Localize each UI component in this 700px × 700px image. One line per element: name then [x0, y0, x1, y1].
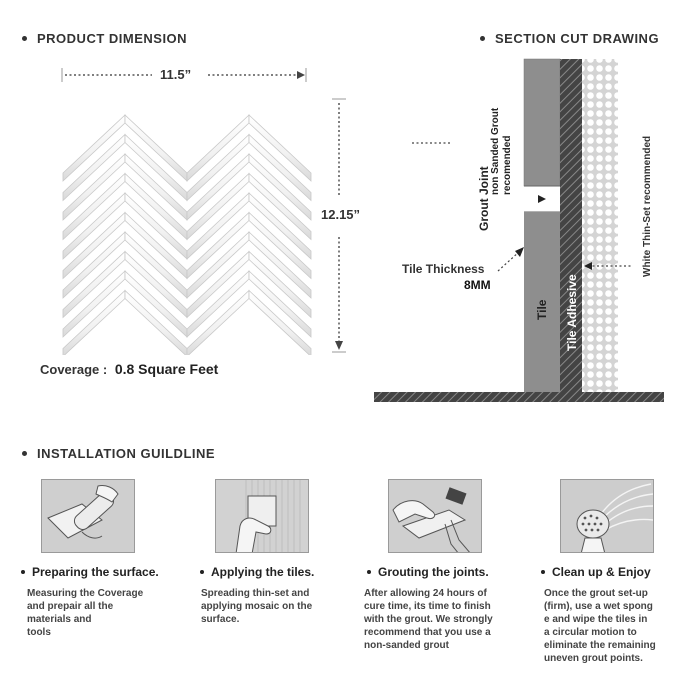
step-2-desc-line: applying mosaic on the — [201, 601, 313, 612]
step-4-desc-line: Once the grout set-up — [544, 588, 648, 599]
step-3-desc-line: cure time, its time to finish — [364, 601, 491, 612]
step-1-desc-line: materials and — [27, 614, 92, 625]
step-3-title — [367, 565, 489, 579]
bullet-icon — [200, 570, 204, 574]
step-3-desc-line: After allowing 24 hours of — [364, 588, 487, 599]
step-3-desc-line: non-sanded grout — [364, 640, 449, 651]
bullet-icon — [22, 451, 27, 456]
step-3-image — [388, 479, 482, 553]
section-cut-heading-text: SECTION CUT DRAWING — [495, 31, 660, 46]
step-2-desc-line: surface. — [201, 614, 240, 625]
step-1-desc — [27, 587, 167, 639]
step-2-title-text: Applying the tiles. — [211, 565, 315, 579]
bullet-icon — [367, 570, 371, 574]
tile-label: Tile — [535, 299, 549, 320]
width-label: 11.5” — [160, 67, 192, 82]
thickness-arrow-icon — [515, 247, 524, 257]
bullet-icon — [480, 36, 485, 41]
step-1-desc-line: and prepair all the — [27, 601, 114, 612]
step-4-desc-line: a circular motion to — [544, 627, 637, 638]
step-4-desc — [544, 587, 694, 665]
base-floor — [374, 392, 664, 402]
coverage-value: 0.8 Square Feet — [114, 361, 219, 377]
step-2-desc-line: Spreading thin-set and — [201, 588, 310, 599]
grout-joint-label: Grout Joint — [477, 166, 491, 231]
step-4-image — [560, 479, 654, 553]
bullet-icon — [22, 36, 27, 41]
bullet-icon — [21, 570, 25, 574]
step-2-title — [200, 565, 314, 579]
step-4-desc-line: e and wipe the tiles in — [544, 614, 648, 625]
step-4-desc-line: uneven grout points. — [544, 653, 643, 664]
upper-tile — [524, 59, 560, 186]
step-1-title-text: Preparing the surface. — [32, 565, 159, 579]
product-dimension-heading — [22, 31, 187, 46]
installation-heading-text: INSTALLATION GUILDLINE — [37, 446, 216, 461]
step-1-desc-line: Measuring the Coverage — [27, 588, 144, 599]
thinset-note-label: White Thin-Set recommended — [642, 135, 653, 277]
step-1-title — [21, 565, 159, 579]
step-1-image — [41, 479, 135, 553]
bullet-icon — [541, 570, 545, 574]
herringbone-tile-sheet — [55, 95, 315, 355]
step-4-desc-line: (firm), use a wet spong — [544, 601, 653, 612]
height-dimension-line — [330, 97, 350, 355]
tile-adhesive-label: Tile Adhesive — [565, 274, 579, 351]
section-cut-heading — [480, 31, 659, 46]
step-2-image — [215, 479, 309, 553]
product-dimension-heading-text: PRODUCT DIMENSION — [37, 31, 188, 46]
thinset-layer — [582, 59, 618, 392]
step-3-desc-line: with the grout. We strongly — [364, 614, 493, 625]
coverage-label: Coverage : — [40, 362, 108, 377]
step-4-desc-line: eliminate the remaining — [544, 640, 656, 651]
section-cut-drawing — [370, 55, 670, 410]
step-3-desc-line: recommend that you use a — [364, 627, 491, 638]
coverage — [40, 361, 218, 377]
grout-note-line2: recomended — [502, 135, 513, 195]
step-4-title-text: Clean up & Enjoy — [552, 565, 651, 579]
step-2-desc — [201, 587, 341, 626]
tile-thickness-value: 8MM — [464, 278, 491, 292]
step-3-title-text: Grouting the joints. — [378, 565, 489, 579]
step-1-desc-line: tools — [27, 627, 51, 638]
tile-thickness-label: Tile Thickness — [402, 262, 485, 276]
step-4-title — [541, 565, 651, 579]
step-3-desc — [364, 587, 514, 652]
installation-heading — [22, 446, 215, 461]
grout-note-line1: non Sanded Grout — [490, 107, 501, 195]
height-label: 12.15” — [321, 207, 361, 222]
